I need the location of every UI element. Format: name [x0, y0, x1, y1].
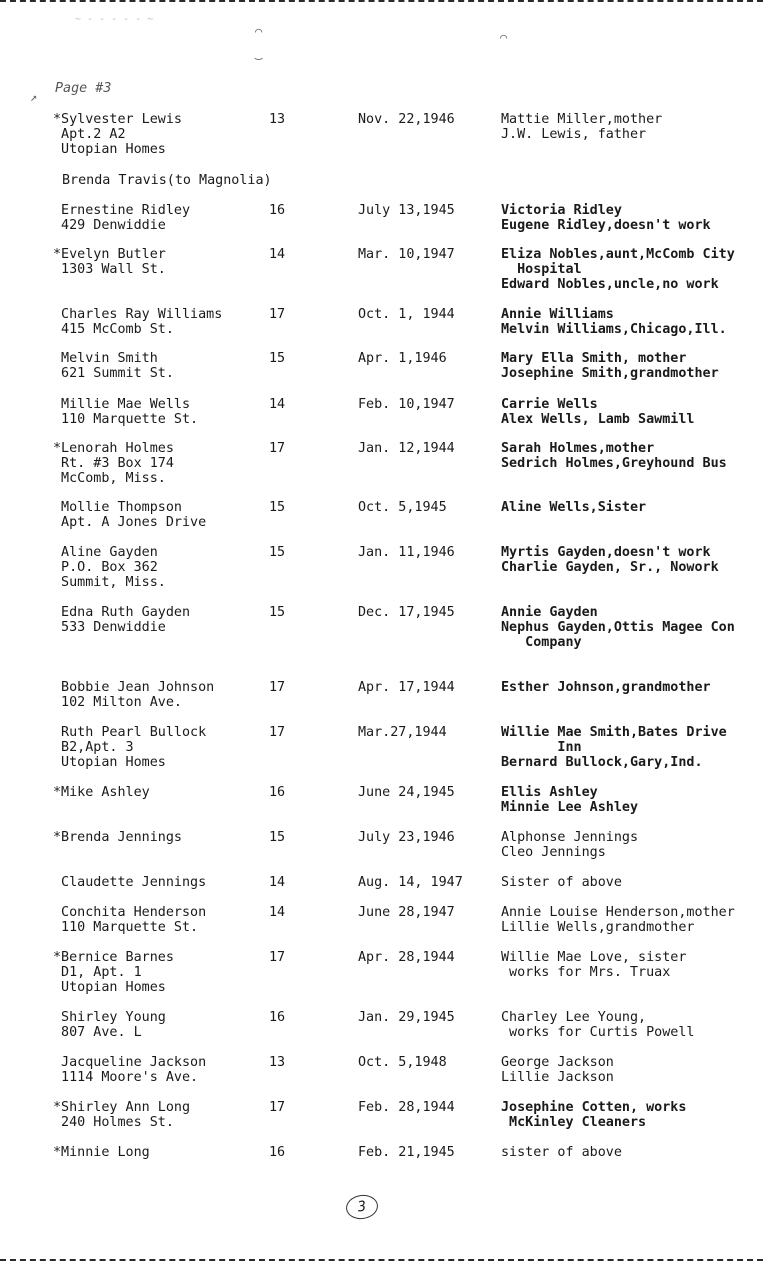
student-name-line: 102 Milton Ave.: [53, 695, 182, 710]
guardian-info-line: Victoria Ridley: [501, 203, 622, 218]
student-name-line: McComb, Miss.: [53, 471, 166, 486]
guardian-info-line: Sister of above: [501, 875, 622, 890]
student-name-line: 429 Denwiddie: [53, 218, 166, 233]
student-name-line: Apt.2 A2: [53, 127, 126, 142]
guardian-info-line: George Jackson: [501, 1055, 614, 1070]
guardian-info-line: Aline Wells,Sister: [501, 500, 647, 515]
guardian-info: [501, 785, 638, 815]
student-name-line: 621 Summit St.: [53, 366, 174, 381]
student-name-line: Edna Ruth Gayden: [53, 605, 191, 620]
birth-date: June 28,1947: [358, 905, 455, 920]
student-name: [53, 1100, 190, 1130]
guardian-info-line: works for Curtis Powell: [501, 1025, 695, 1040]
student-name-line: Ernestine Ridley: [53, 203, 191, 218]
birth-date: Oct. 5,1945: [358, 500, 447, 515]
student-age: 15: [269, 830, 286, 845]
guardian-info-line: Alex Wells, Lamb Sawmill: [501, 412, 695, 427]
student-name: [53, 1145, 150, 1160]
guardian-info: [501, 247, 735, 292]
student-name-line: Shirley Young: [53, 1010, 166, 1025]
top-perforation: [0, 0, 763, 8]
note-line: Brenda Travis(to Magnolia): [62, 173, 272, 188]
guardian-info-line: McKinley Cleaners: [501, 1115, 647, 1130]
student-age: 13: [269, 1055, 286, 1070]
student-name-line: Utopian Homes: [53, 980, 166, 995]
guardian-info: [501, 351, 719, 381]
student-age: 17: [269, 307, 286, 322]
student-name-line: Utopian Homes: [53, 755, 166, 770]
student-age: 17: [269, 950, 286, 965]
student-name: [53, 680, 214, 710]
student-name-line: 533 Denwiddie: [53, 620, 166, 635]
guardian-info-line: Annie Williams: [501, 307, 614, 322]
student-name-line: Apt. A Jones Drive: [53, 515, 207, 530]
student-age: 14: [269, 875, 286, 890]
guardian-info-line: Charlie Gayden, Sr., Nowork: [501, 560, 719, 575]
student-age: 17: [269, 725, 286, 740]
birth-date: Mar. 10,1947: [358, 247, 455, 262]
guardian-info-line: Carrie Wells: [501, 397, 598, 412]
birth-date: Mar.27,1944: [358, 725, 447, 740]
guardian-info: [501, 500, 646, 515]
birth-date: Jan. 29,1945: [358, 1010, 455, 1025]
pen-mark: ↗: [30, 90, 38, 104]
birth-date: Aug. 14, 1947: [358, 875, 463, 890]
birth-date: Oct. 1, 1944: [358, 307, 455, 322]
student-name-line: 415 McComb St.: [53, 322, 174, 337]
birth-date: Dec. 17,1945: [358, 605, 455, 620]
student-name: [53, 112, 182, 157]
student-name-line: P.O. Box 362: [53, 560, 158, 575]
guardian-info-line: Willie Mae Love, sister: [501, 950, 687, 965]
student-age: 14: [269, 247, 286, 262]
guardian-info-line: Esther Johnson,grandmother: [501, 680, 711, 695]
pen-mark: ⌒: [500, 30, 508, 44]
guardian-info: [501, 307, 727, 337]
guardian-info: [501, 950, 686, 980]
student-age: 13: [269, 112, 286, 127]
guardian-info-line: Alphonse Jennings: [501, 830, 639, 845]
guardian-info: [501, 1055, 614, 1085]
student-name-line: Charles Ray Williams: [53, 307, 223, 322]
student-name-line: 240 Holmes St.: [53, 1115, 174, 1130]
student-name: [53, 950, 174, 995]
student-name: [53, 725, 206, 770]
student-name-line: Jacqueline Jackson: [53, 1055, 207, 1070]
student-age: 15: [269, 500, 286, 515]
student-name-line: Conchita Henderson: [53, 905, 207, 920]
student-name-line: 807 Ave. L: [53, 1025, 142, 1040]
student-name: [53, 545, 166, 590]
student-name-line: *Mike Ashley: [53, 785, 150, 800]
student-name-line: *Evelyn Butler: [53, 247, 166, 262]
student-name: [53, 1055, 206, 1085]
student-name-line: 1303 Wall St.: [53, 262, 166, 277]
student-name-line: Ruth Pearl Bullock: [53, 725, 207, 740]
guardian-info-line: Eliza Nobles,aunt,McComb City: [501, 247, 735, 262]
student-name-line: *Shirley Ann Long: [53, 1100, 191, 1115]
student-name: [53, 441, 174, 486]
guardian-info-line: Mattie Miller,mother: [501, 112, 663, 127]
guardian-info-line: sister of above: [501, 1145, 622, 1160]
guardian-info-line: Nephus Gayden,Ottis Magee Con: [501, 620, 735, 635]
birth-date: Apr. 1,1946: [358, 351, 447, 366]
birth-date: Apr. 28,1944: [358, 950, 455, 965]
student-age: 15: [269, 351, 286, 366]
guardian-info-line: Eugene Ridley,doesn't work: [501, 218, 711, 233]
student-name: [53, 1010, 166, 1040]
guardian-info-line: Lillie Wells,grandmother: [501, 920, 695, 935]
guardian-info-line: J.W. Lewis, father: [501, 127, 647, 142]
birth-date: Feb. 10,1947: [358, 397, 455, 412]
guardian-info: [501, 875, 622, 890]
guardian-info-line: Annie Louise Henderson,mother: [501, 905, 735, 920]
student-age: 16: [269, 1145, 286, 1160]
student-name-line: Rt. #3 Box 174: [53, 456, 174, 471]
birth-date: Jan. 12,1944: [358, 441, 455, 456]
student-name: [53, 830, 182, 845]
student-name-line: D1, Apt. 1: [53, 965, 142, 980]
guardian-info-line: Annie Gayden: [501, 605, 598, 620]
guardian-info-line: Ellis Ashley: [501, 785, 598, 800]
guardian-info-line: Melvin Williams,Chicago,Ill.: [501, 322, 727, 337]
student-name-line: *Bernice Barnes: [53, 950, 174, 965]
guardian-info-line: Company: [501, 635, 582, 650]
birth-date: Feb. 21,1945: [358, 1145, 455, 1160]
guardian-info-line: Inn: [501, 740, 582, 755]
student-name: [53, 905, 206, 935]
student-age: 16: [269, 785, 286, 800]
guardian-info: [501, 725, 727, 770]
student-name-line: Claudette Jennings: [53, 875, 207, 890]
guardian-info: [501, 605, 735, 650]
birth-date: June 24,1945: [358, 785, 455, 800]
page-label: Page #3: [55, 81, 112, 96]
student-age: 14: [269, 905, 286, 920]
student-name-line: Aline Gayden: [53, 545, 158, 560]
guardian-info-line: Edward Nobles,uncle,no work: [501, 277, 719, 292]
student-name-line: Melvin Smith: [53, 351, 158, 366]
pen-mark: ⌒: [255, 24, 263, 38]
birth-date: Feb. 28,1944: [358, 1100, 455, 1115]
guardian-info-line: Willie Mae Smith,Bates Drive: [501, 725, 727, 740]
guardian-info-line: Lillie Jackson: [501, 1070, 614, 1085]
guardian-info-line: Bernard Bullock,Gary,Ind.: [501, 755, 703, 770]
student-age: 16: [269, 1010, 286, 1025]
student-name-line: Millie Mae Wells: [53, 397, 191, 412]
student-age: 15: [269, 545, 286, 560]
guardian-info-line: Cleo Jennings: [501, 845, 606, 860]
student-name: [53, 351, 174, 381]
student-name-line: 110 Marquette St.: [53, 920, 199, 935]
student-name: [53, 605, 190, 635]
student-name-line: Utopian Homes: [53, 142, 166, 157]
student-name: [53, 203, 190, 233]
student-name: [53, 500, 206, 530]
guardian-info: [501, 203, 711, 233]
guardian-info: [501, 680, 711, 695]
guardian-info-line: works for Mrs. Truax: [501, 965, 671, 980]
birth-date: Oct. 5,1948: [358, 1055, 447, 1070]
page-number: 3: [344, 1193, 379, 1221]
guardian-info: [501, 112, 662, 142]
guardian-info: [501, 397, 694, 427]
student-name-line: *Brenda Jennings: [53, 830, 182, 845]
birth-date: July 23,1946: [358, 830, 455, 845]
student-age: 17: [269, 680, 286, 695]
guardian-info-line: Hospital: [501, 262, 582, 277]
student-name-line: 1114 Moore's Ave.: [53, 1070, 199, 1085]
student-age: 14: [269, 397, 286, 412]
guardian-info-line: Mary Ella Smith, mother: [501, 351, 687, 366]
student-name: [53, 247, 166, 277]
guardian-info: [501, 1100, 686, 1130]
student-name: [53, 785, 150, 800]
guardian-info: [501, 1010, 694, 1040]
guardian-info-line: Myrtis Gayden,doesn't work: [501, 545, 711, 560]
student-name-line: *Minnie Long: [53, 1145, 150, 1160]
guardian-info: [501, 545, 719, 575]
guardian-info: [501, 441, 727, 471]
student-name-line: Summit, Miss.: [53, 575, 166, 590]
guardian-info: [501, 1145, 622, 1160]
guardian-info-line: Sedrich Holmes,Greyhound Bus: [501, 456, 727, 471]
guardian-info-line: Josephine Cotten, works: [501, 1100, 687, 1115]
student-name: [53, 397, 198, 427]
birth-date: Apr. 17,1944: [358, 680, 455, 695]
student-name: [53, 307, 222, 337]
student-age: 16: [269, 203, 286, 218]
guardian-info-line: Sarah Holmes,mother: [501, 441, 655, 456]
guardian-info-line: Josephine Smith,grandmother: [501, 366, 719, 381]
faint-header-scribble: ~ - - - - - ~: [75, 14, 154, 25]
guardian-info-line: Minnie Lee Ashley: [501, 800, 639, 815]
student-age: 17: [269, 441, 286, 456]
birth-date: Nov. 22,1946: [358, 112, 455, 127]
student-name-line: *Sylvester Lewis: [53, 112, 182, 127]
student-name-line: Mollie Thompson: [53, 500, 182, 515]
guardian-info: [501, 905, 735, 935]
student-name-line: *Lenorah Holmes: [53, 441, 174, 456]
birth-date: July 13,1945: [358, 203, 455, 218]
guardian-info: [501, 830, 638, 860]
birth-date: Jan. 11,1946: [358, 545, 455, 560]
student-name-line: Bobbie Jean Johnson: [53, 680, 215, 695]
pen-mark: ‿: [255, 46, 263, 60]
guardian-info-line: Charley Lee Young,: [501, 1010, 647, 1025]
student-name-line: 110 Marquette St.: [53, 412, 199, 427]
student-age: 17: [269, 1100, 286, 1115]
student-age: 15: [269, 605, 286, 620]
student-name: [53, 875, 206, 890]
student-name-line: B2,Apt. 3: [53, 740, 134, 755]
